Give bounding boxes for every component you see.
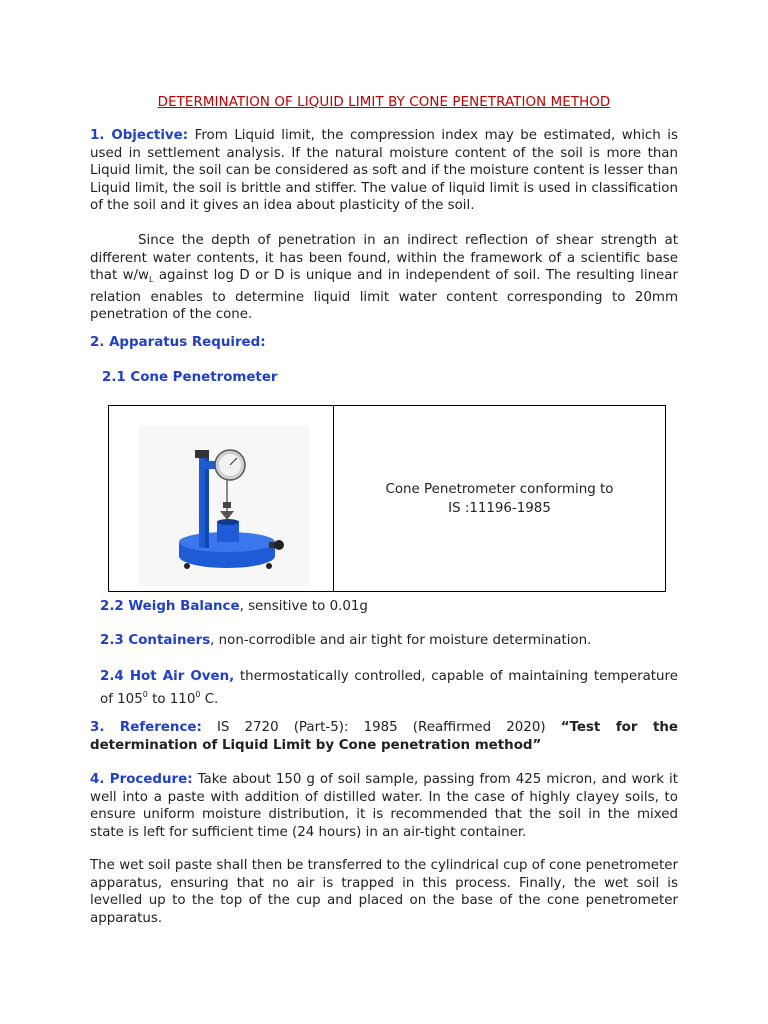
degree-sup-2: 0 [195, 689, 201, 699]
procedure-text: Take about 150 g of soil sample, passing from 425 micron, and work it well into a paste with addition of distilled water. In the case of highly clayey soils, to ensure uniform moisture distribution, it is recommended that the soil in the mixed state is left for sufficient time (24 hours) in an air-tight container. [90, 772, 678, 840]
containers-text: , non-corrodible and air tight for moisture determination. [210, 633, 592, 648]
apparatus-table [108, 405, 666, 592]
page-title: DETERMINATION OF LIQUID LIMIT BY CONE PENETRATION METHOD [157, 95, 611, 110]
reference-label: 3. Reference: [90, 720, 202, 735]
containers-label: 2.3 Containers [100, 633, 211, 648]
cone-penetrometer-image-cell [109, 406, 334, 591]
cone-penetrometer-caption [334, 406, 665, 591]
cone-penetrometer-image [109, 406, 333, 591]
objective-text: From Liquid limit, the compression index may be estimated, which is used in settlement analysis. If the natural moisture content of the soil is more than Liquid limit, the soil can be considered as soft and if the moisture content is lesser than Liquid limit, the soil is brittle and stiffer. The value of liquid limit is used in classification of the soil and it gives an idea about plasticity of the soil. [90, 128, 678, 214]
weigh-balance-item [100, 598, 678, 616]
reference-paragraph [90, 719, 678, 754]
reference-text: IS 2720 (Part-5): 1985 (Reaffirmed 2020) [201, 720, 561, 735]
degree-sup-1: 0 [142, 689, 148, 699]
cone-penetrometer-heading: 2.1 Cone Penetrometer [102, 370, 278, 385]
procedure-label: 4. Procedure: [90, 772, 193, 787]
apparatus-heading: 2. Apparatus Required: [90, 335, 266, 350]
caption-line-1: Cone Penetrometer conforming to [385, 481, 614, 497]
hot-air-oven-text-2: to 110 [147, 691, 196, 707]
procedure-paragraph-2: The wet soil paste shall then be transferred to the cylindrical cup of cone penetrometer apparatus, ensuring that no air is trapped in this process. Finally, the wet soil is levelled up to the top of the cup and placed on the base of the cone penetrometer apparatus. [90, 858, 678, 926]
penetration-paragraph [90, 232, 678, 324]
caption-line-2: IS :11196-1985 [448, 500, 551, 516]
reference-title: “Test for the determination of Liquid Limit by Cone penetration method” [90, 720, 678, 753]
subscript-l: L [149, 275, 154, 285]
objective-paragraph [90, 127, 678, 215]
penetration-text-1: Since the depth of penetration in an indirect reflection of shear strength at different water contents, it has been found, within the framework of a scientific base that w/w [90, 233, 678, 284]
hot-air-oven-label: 2.4 Hot Air Oven, [100, 669, 235, 684]
procedure-paragraph [90, 771, 678, 841]
weigh-balance-text: , sensitive to 0.01g [239, 599, 368, 614]
hot-air-oven-item [100, 668, 678, 708]
hot-air-oven-text-1: thermostatically controlled, capable of maintaining temperature of 105 [100, 669, 678, 707]
weigh-balance-label: 2.2 Weigh Balance [100, 599, 240, 614]
objective-label: 1. Objective: [90, 128, 189, 143]
hot-air-oven-text-3: C. [200, 691, 219, 707]
penetration-text-2: against log D or D is unique and in independent of soil. The resulting linear relation enables to determine liquid limit water content corresponding to 20mm penetration of the cone. [90, 268, 679, 323]
containers-item [100, 632, 678, 650]
